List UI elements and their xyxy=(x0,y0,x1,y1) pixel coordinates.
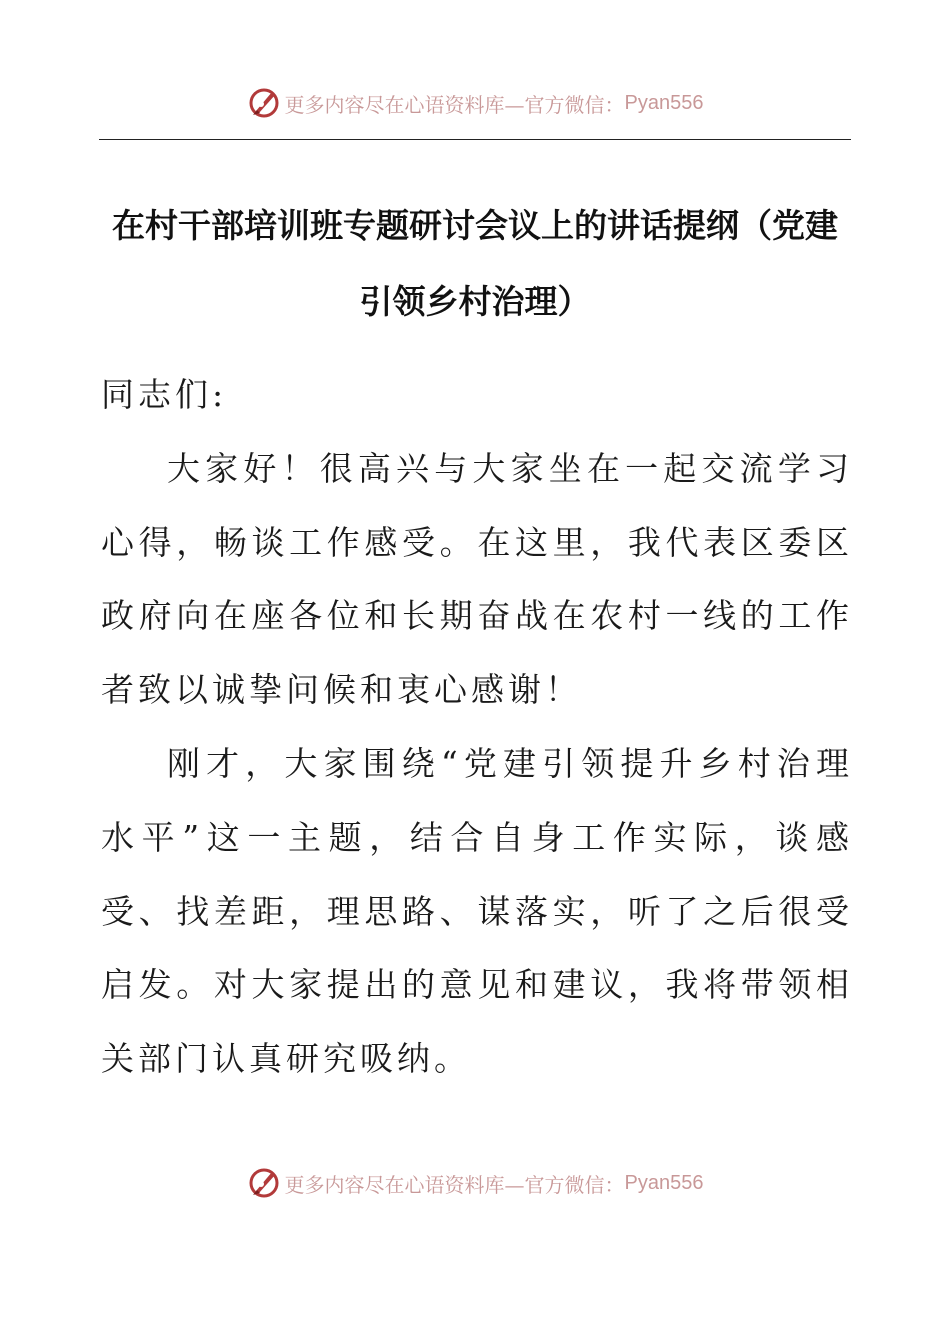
document-body xyxy=(101,358,853,1096)
footer-brand-text: 更多内容尽在心语资料库—官方微信： xyxy=(284,1172,625,1197)
header-divider xyxy=(99,139,851,140)
header-banner xyxy=(0,83,950,123)
pen-logo-icon xyxy=(247,86,281,120)
header-brand-text: 更多内容尽在心语资料库—官方微信： xyxy=(284,92,625,117)
footer-banner xyxy=(0,1163,950,1203)
page-title: 在村干部培训班专题研讨会议上的讲话提纲（党建引领乡村治理） xyxy=(112,206,838,321)
paragraph-2: 刚才，大家围绕“党建引领提升乡村治理水平”这一主题，结合自身工作实际，谈感受、找差距，理思路、谋落实，听了之后很受启发。对大家提出的意见和建议，我将带领相关部门认真研究吸纳。 xyxy=(101,743,853,1079)
footer-brand-id: Pyan556 xyxy=(624,1171,704,1194)
paragraph-1: 大家好！很高兴与大家坐在一起交流学习心得，畅谈工作感受。在这里，我代表区委区政府向在座各位和长期奋战在农村一线的工作者致以诚挚问候和衷心感谢！ xyxy=(101,448,853,710)
pen-logo-icon xyxy=(247,1166,281,1200)
salutation: 同志们: xyxy=(101,375,228,414)
header-brand-id: Pyan556 xyxy=(624,91,704,114)
